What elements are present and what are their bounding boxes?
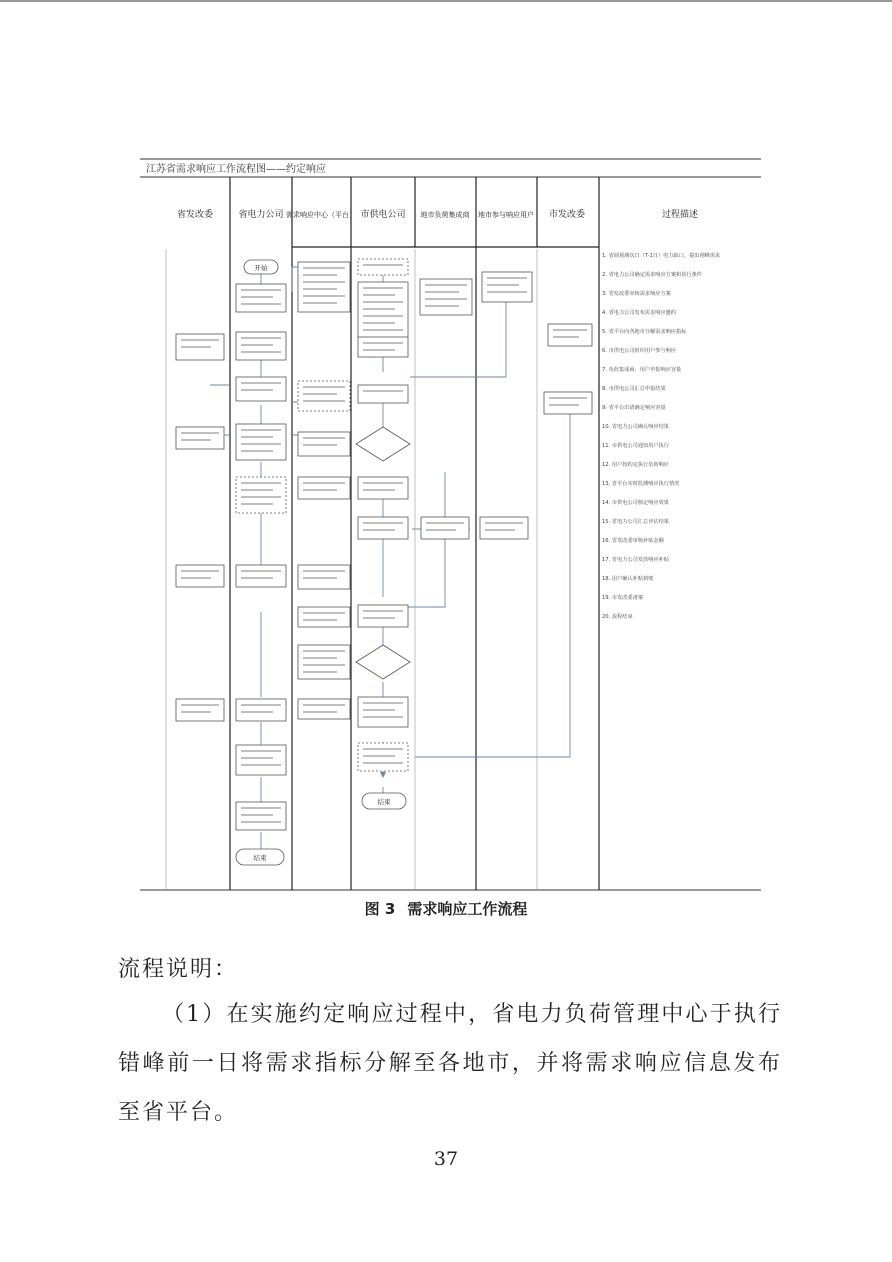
process-box xyxy=(298,699,350,719)
process-box xyxy=(548,324,592,346)
process-box xyxy=(236,699,286,721)
lane-header: 地市参与响应用户 xyxy=(478,211,534,219)
lane-header: 需求响应中心（平台） xyxy=(286,211,356,219)
svg-text:2. 省电力公司确定需求响应方案和执行条件: 2. 省电力公司确定需求响应方案和执行条件 xyxy=(602,272,702,278)
process-box xyxy=(176,427,224,449)
process-box xyxy=(358,259,408,275)
lane-header: 省发改委 xyxy=(176,210,214,220)
process-box xyxy=(358,605,408,627)
figure-caption xyxy=(0,898,892,919)
svg-text:4. 省电力公司发布需求响应邀约: 4. 省电力公司发布需求响应邀约 xyxy=(602,310,677,316)
lane-header: 省电力公司 xyxy=(238,210,284,220)
process-box xyxy=(298,477,350,499)
process-box xyxy=(298,432,350,456)
process-box xyxy=(358,743,408,771)
svg-text:9. 省平台出清确定响应容量: 9. 省平台出清确定响应容量 xyxy=(602,405,666,411)
svg-text:10. 省电力公司确认响应结果: 10. 省电力公司确认响应结果 xyxy=(602,424,669,430)
process-box xyxy=(176,565,224,587)
svg-text:17. 省电力公司发放响应补贴: 17. 省电力公司发放响应补贴 xyxy=(602,557,669,563)
flowchart-figure xyxy=(140,157,761,892)
section-heading: 流程说明： xyxy=(118,957,239,982)
svg-text:12. 用户按约定执行负荷响应: 12. 用户按约定执行负荷响应 xyxy=(602,462,669,468)
svg-text:14. 市供电公司核定响应效果: 14. 市供电公司核定响应效果 xyxy=(602,500,669,506)
process-box xyxy=(176,699,224,721)
process-box xyxy=(298,381,350,411)
process-box xyxy=(298,607,350,627)
process-box xyxy=(544,392,592,414)
figure-number: 图 3 xyxy=(364,900,396,918)
process-box xyxy=(236,284,286,312)
svg-text:13. 省平台实时监测响应执行情况: 13. 省平台实时监测响应执行情况 xyxy=(602,481,680,487)
body-paragraph: （1）在实施约定响应过程中，省电力负荷管理中心于执行错峰前一日将需求指标分解至各地市，并将需求响应信息发布至省平台。 xyxy=(118,1002,782,1125)
svg-text:1. 省调预测次日（T-1日）电力缺口，提出削峰需求: 1. 省调预测次日（T-1日）电力缺口，提出削峰需求 xyxy=(602,253,721,259)
process-box xyxy=(236,802,286,830)
figure-title: 需求响应工作流程 xyxy=(407,900,528,918)
process-box xyxy=(358,697,408,727)
end-terminal-label: 结束 xyxy=(377,798,391,806)
lane-header: 市发改委 xyxy=(548,210,586,220)
svg-text:7. 负荷集成商、用户申报响应容量: 7. 负荷集成商、用户申报响应容量 xyxy=(602,367,682,373)
process-description-text xyxy=(602,251,720,620)
start-terminal-label: 开始 xyxy=(254,264,268,272)
process-box xyxy=(480,517,528,539)
process-box xyxy=(298,262,350,312)
process-box xyxy=(236,565,286,587)
process-box xyxy=(236,332,286,360)
svg-text:16. 省发改委审核补贴金额: 16. 省发改委审核补贴金额 xyxy=(602,538,664,544)
lane-header: 地市负荷集成商 xyxy=(420,211,470,219)
svg-text:5. 省平台向各地市分解需求响应指标: 5. 省平台向各地市分解需求响应指标 xyxy=(602,329,687,335)
process-box xyxy=(236,377,286,401)
flowchart-boxes xyxy=(176,259,592,830)
svg-text:6. 市供电公司组织用户参与响应: 6. 市供电公司组织用户参与响应 xyxy=(602,348,677,354)
process-box xyxy=(358,337,408,357)
process-box xyxy=(298,645,350,679)
process-box xyxy=(358,385,408,403)
svg-text:3. 省发改委审核需求响应方案: 3. 省发改委审核需求响应方案 xyxy=(602,291,671,297)
svg-text:8. 市供电公司汇总申报结果: 8. 市供电公司汇总申报结果 xyxy=(602,386,666,392)
svg-text:20. 流程结束: 20. 流程结束 xyxy=(602,614,633,620)
svg-text:15. 省电力公司汇总评估结果: 15. 省电力公司汇总评估结果 xyxy=(602,519,669,525)
process-box xyxy=(482,272,532,302)
process-box xyxy=(236,745,286,775)
swimlane-header-labels xyxy=(177,208,698,220)
process-box xyxy=(358,477,408,499)
lane-header: 市供电公司 xyxy=(360,210,406,220)
end-terminal-label: 结束 xyxy=(253,854,267,862)
top-border-line xyxy=(0,0,892,2)
svg-text:18. 用户确认补贴到账: 18. 用户确认补贴到账 xyxy=(602,576,654,582)
process-box xyxy=(421,517,469,539)
process-box xyxy=(298,565,350,589)
page-number: 37 xyxy=(433,1148,459,1170)
svg-text:11. 市供电公司通知用户执行: 11. 市供电公司通知用户执行 xyxy=(602,443,669,449)
flowchart-title: 江苏省需求响应工作流程图——约定响应 xyxy=(146,164,326,175)
svg-text:19. 市发改委备案: 19. 市发改委备案 xyxy=(602,595,644,601)
process-box xyxy=(358,517,408,539)
lane-header: 过程描述 xyxy=(661,210,699,220)
